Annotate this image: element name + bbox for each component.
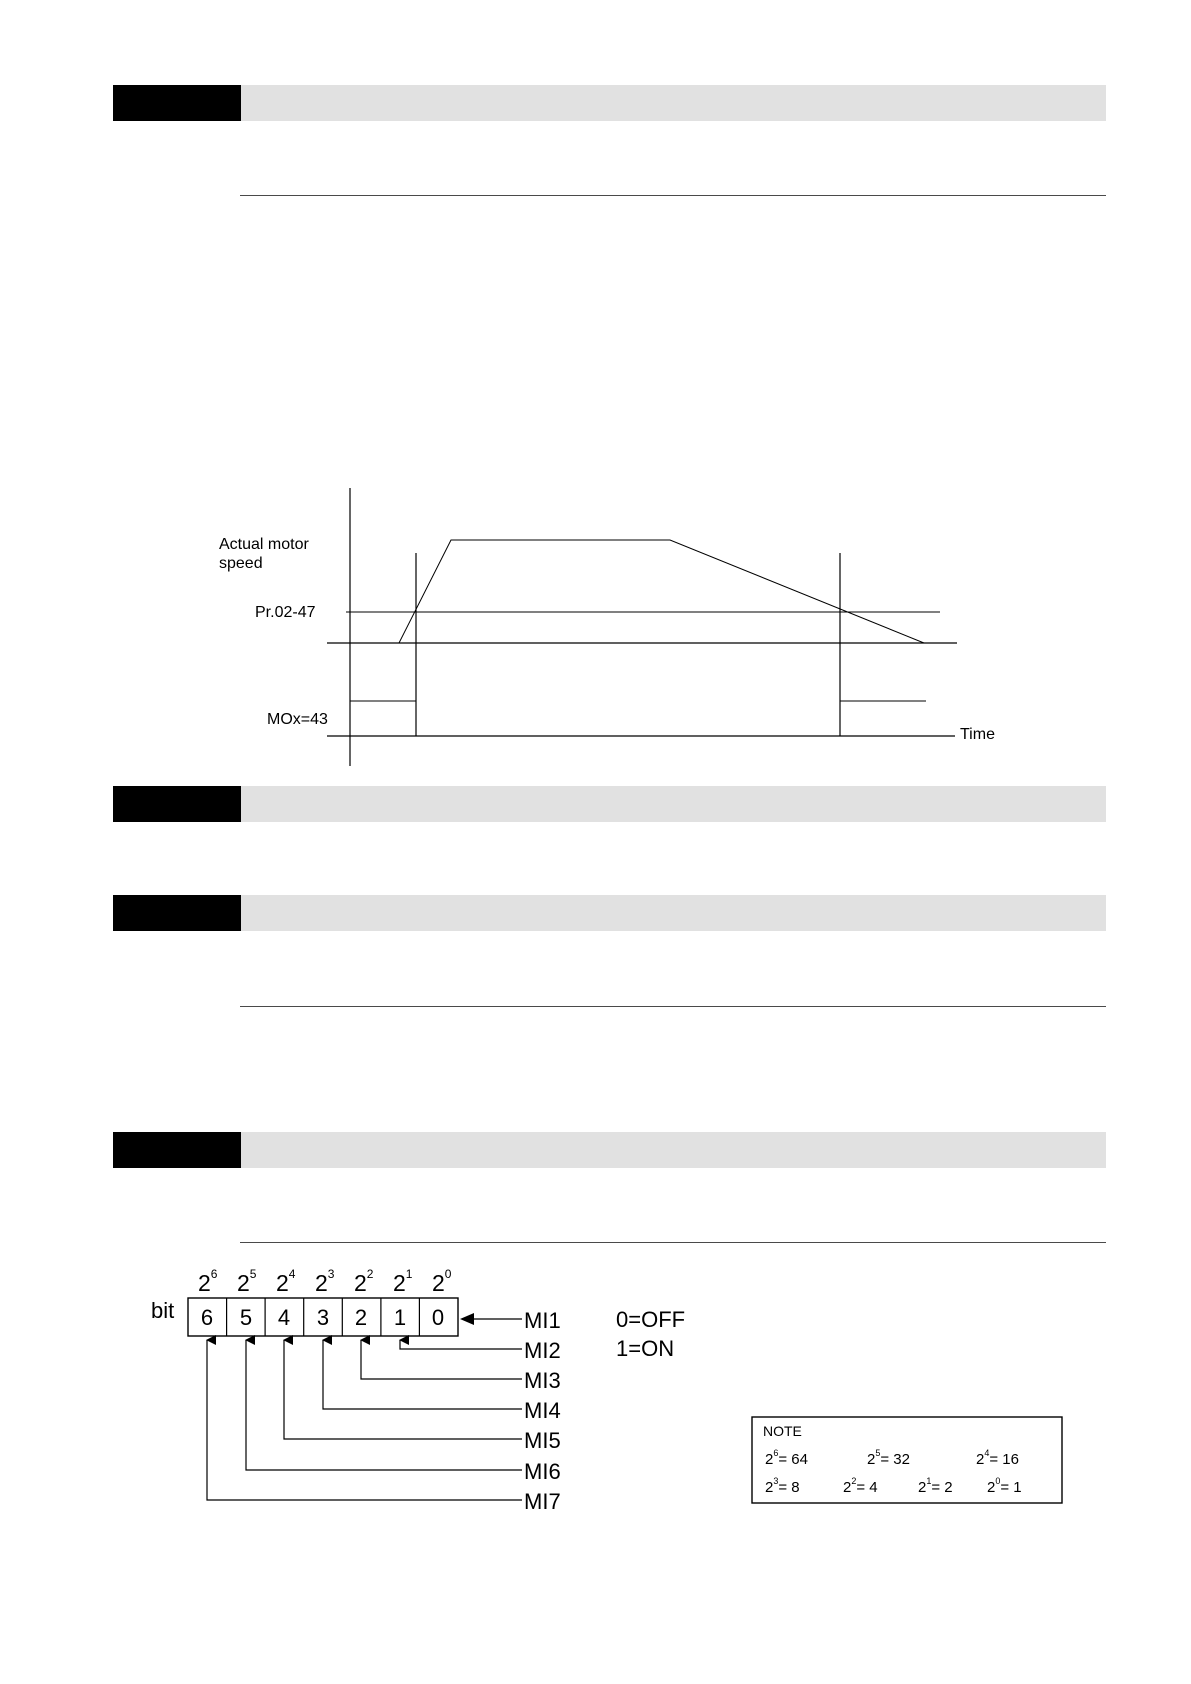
legend-off: 0=OFF — [616, 1307, 686, 1332]
note-item: $2^5= 32$ — [867, 1448, 910, 1468]
bit-cell: 2 — [354, 1305, 368, 1330]
section-header-tab — [113, 895, 241, 931]
output-label: MOx=43 — [267, 711, 328, 728]
time-axis-label: Time — [960, 726, 995, 743]
section-header-tab — [113, 85, 241, 121]
speed-axis-label-line2: speed — [219, 555, 263, 572]
connector-mi3 — [361, 1340, 522, 1379]
connector-mi5 — [284, 1340, 522, 1439]
bit-label: bit — [151, 1298, 175, 1323]
speed-curve — [399, 540, 924, 643]
threshold-label: Pr.02-47 — [255, 604, 316, 621]
power-label: $2^3$ — [315, 1267, 335, 1296]
input-label-mi2: MI2 — [524, 1338, 561, 1363]
input-label-mi1: MI1 — [524, 1308, 561, 1333]
speed-axis-label-line1: Actual motor — [219, 536, 309, 553]
input-label-mi7: MI7 — [524, 1489, 561, 1514]
legend-on: 1=ON — [616, 1336, 675, 1361]
section-header-3 — [113, 895, 1106, 931]
connector-mi1-arrowhead — [460, 1313, 474, 1325]
divider-rule — [240, 1242, 1106, 1243]
note-item: $2^3= 8$ — [765, 1476, 800, 1496]
input-label-mi3: MI3 — [524, 1368, 561, 1393]
note-item: $2^0= 1$ — [987, 1476, 1022, 1496]
input-label-mi5: MI5 — [524, 1428, 561, 1453]
note-item: $2^1= 2$ — [918, 1476, 953, 1496]
bit-weight-diagram — [140, 1255, 1080, 1535]
bit-cell: 5 — [239, 1305, 253, 1330]
bit-cell: 4 — [277, 1305, 291, 1330]
speed-timing-chart — [200, 480, 1020, 770]
connector-mi2 — [400, 1340, 522, 1349]
power-label: $2^6$ — [198, 1267, 218, 1296]
bit-cell: 0 — [431, 1305, 445, 1330]
power-label: $2^4$ — [276, 1267, 296, 1296]
bit-cell: 1 — [393, 1305, 407, 1330]
divider-rule — [240, 195, 1106, 196]
power-label: $2^2$ — [354, 1267, 374, 1296]
divider-rule — [240, 1006, 1106, 1007]
section-header-bar — [241, 895, 1106, 931]
connector-mi6 — [246, 1340, 522, 1470]
power-label: $2^0$ — [432, 1267, 452, 1296]
section-header-2 — [113, 786, 1106, 822]
section-header-tab — [113, 786, 241, 822]
bit-cell: 6 — [200, 1305, 214, 1330]
power-label: $2^1$ — [393, 1267, 413, 1296]
note-item: $2^4= 16$ — [976, 1448, 1019, 1468]
section-header-tab — [113, 1132, 241, 1168]
input-label-mi6: MI6 — [524, 1459, 561, 1484]
section-header-4 — [113, 1132, 1106, 1168]
note-title: NOTE — [763, 1423, 802, 1439]
bit-register — [188, 1298, 458, 1336]
note-item: $2^6= 64$ — [765, 1448, 808, 1468]
bit-cell: 3 — [316, 1305, 330, 1330]
connector-mi4 — [323, 1340, 522, 1409]
connector-mi7 — [207, 1340, 522, 1500]
section-header-bar — [241, 85, 1106, 121]
bit-connectors — [207, 1313, 522, 1500]
note-item: $2^2= 4$ — [843, 1476, 878, 1496]
power-label: $2^5$ — [237, 1267, 257, 1296]
bit-power-row — [198, 1267, 452, 1296]
input-label-mi4: MI4 — [524, 1398, 561, 1423]
section-header-1 — [113, 85, 1106, 121]
note-box — [752, 1417, 1062, 1503]
section-header-bar — [241, 1132, 1106, 1168]
section-header-bar — [241, 786, 1106, 822]
